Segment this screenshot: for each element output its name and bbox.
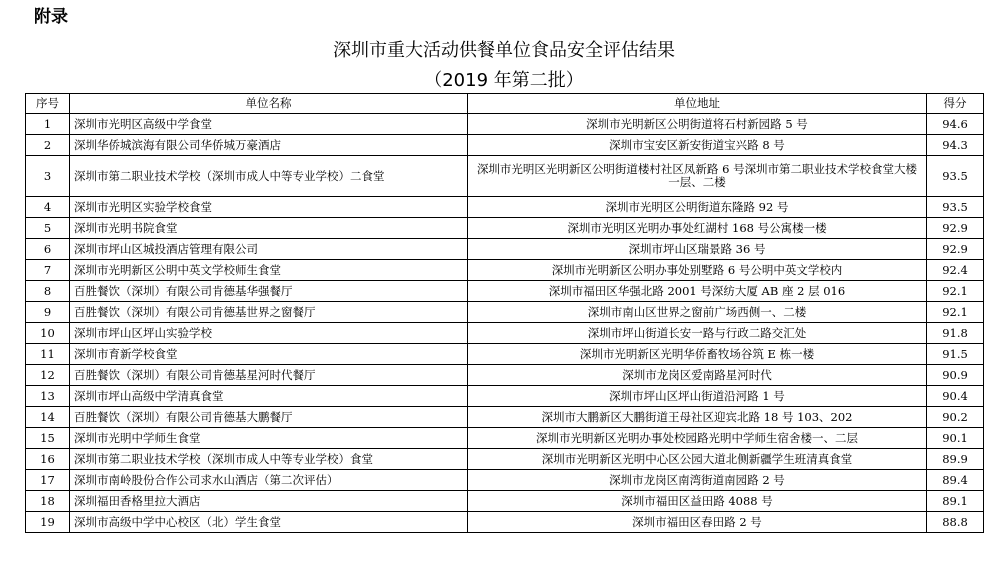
table-row xyxy=(26,344,984,365)
results-table xyxy=(25,93,984,533)
table-row xyxy=(26,218,984,239)
header-unit-name: 单位名称 xyxy=(70,94,468,114)
cell-score: 93.5 xyxy=(927,197,984,218)
cell-score: 94.6 xyxy=(927,114,984,135)
cell-unit-address: 深圳市光明新区光明办事处校园路光明中学师生宿舍楼一、二层 xyxy=(468,428,927,449)
cell-unit-address: 深圳市光明新区公明街道将石村新园路 5 号 xyxy=(468,114,927,135)
cell-unit-address: 深圳市光明区公明街道东隆路 92 号 xyxy=(468,197,927,218)
table-row xyxy=(26,428,984,449)
cell-number: 9 xyxy=(26,302,70,323)
cell-score: 92.9 xyxy=(927,239,984,260)
cell-unit-name: 深圳市光明书院食堂 xyxy=(70,218,468,239)
cell-number: 7 xyxy=(26,260,70,281)
document-subtitle: （2019 年第二批） xyxy=(424,70,584,91)
cell-unit-address: 深圳市光明新区光明中心区公园大道北侧新疆学生班清真食堂 xyxy=(468,449,927,470)
cell-score: 92.4 xyxy=(927,260,984,281)
header-number: 序号 xyxy=(26,94,70,114)
cell-score: 93.5 xyxy=(927,156,984,197)
cell-unit-name: 深圳市第二职业技术学校（深圳市成人中等专业学校）食堂 xyxy=(70,449,468,470)
cell-number: 13 xyxy=(26,386,70,407)
table-row xyxy=(26,386,984,407)
cell-unit-address: 深圳市光明新区光明华侨畜牧场谷筑 E 栋一楼 xyxy=(468,344,927,365)
cell-score: 92.1 xyxy=(927,302,984,323)
table-row xyxy=(26,135,984,156)
cell-unit-address: 深圳市南山区世界之窗前广场西侧一、二楼 xyxy=(468,302,927,323)
cell-number: 6 xyxy=(26,239,70,260)
cell-score: 91.8 xyxy=(927,323,984,344)
cell-unit-address: 深圳市福田区春田路 2 号 xyxy=(468,512,927,533)
cell-unit-address: 深圳市大鹏新区大鹏街道王母社区迎宾北路 18 号 103、202 xyxy=(468,407,927,428)
header-score: 得分 xyxy=(927,94,984,114)
cell-unit-name: 百胜餐饮（深圳）有限公司肯德基华强餐厅 xyxy=(70,281,468,302)
cell-unit-address: 深圳市坪山区坪山街道沿河路 1 号 xyxy=(468,386,927,407)
table-row xyxy=(26,302,984,323)
cell-unit-name: 深圳华侨城滨海有限公司华侨城万豪酒店 xyxy=(70,135,468,156)
table-row xyxy=(26,323,984,344)
cell-score: 94.3 xyxy=(927,135,984,156)
table-row xyxy=(26,197,984,218)
table-row xyxy=(26,156,984,197)
cell-unit-name: 深圳市光明中学师生食堂 xyxy=(70,428,468,449)
cell-number: 8 xyxy=(26,281,70,302)
cell-score: 91.5 xyxy=(927,344,984,365)
cell-unit-name: 深圳市南岭股份合作公司求水山酒店（第二次评估） xyxy=(70,470,468,491)
cell-score: 92.9 xyxy=(927,218,984,239)
table-row xyxy=(26,449,984,470)
cell-unit-address: 深圳市福田区益田路 4088 号 xyxy=(468,491,927,512)
cell-unit-address: 深圳市光明区光明新区公明街道楼村社区凤新路 6 号深圳市第二职业技术学校食堂大楼一层、二楼 xyxy=(468,156,927,197)
cell-score: 90.4 xyxy=(927,386,984,407)
cell-number: 11 xyxy=(26,344,70,365)
cell-score: 90.2 xyxy=(927,407,984,428)
cell-unit-name: 百胜餐饮（深圳）有限公司肯德基世界之窗餐厅 xyxy=(70,302,468,323)
table-header-row xyxy=(26,94,984,114)
cell-unit-name: 深圳市光明新区公明中英文学校师生食堂 xyxy=(70,260,468,281)
cell-number: 17 xyxy=(26,470,70,491)
cell-number: 10 xyxy=(26,323,70,344)
table-row xyxy=(26,239,984,260)
cell-score: 90.9 xyxy=(927,365,984,386)
cell-number: 3 xyxy=(26,156,70,197)
cell-unit-name: 深圳市坪山区坪山实验学校 xyxy=(70,323,468,344)
cell-score: 89.9 xyxy=(927,449,984,470)
table-row xyxy=(26,260,984,281)
table-row xyxy=(26,281,984,302)
cell-unit-name: 深圳市光明区高级中学食堂 xyxy=(70,114,468,135)
table-row xyxy=(26,512,984,533)
cell-score: 92.1 xyxy=(927,281,984,302)
table-row xyxy=(26,470,984,491)
table-body xyxy=(26,114,984,533)
cell-number: 14 xyxy=(26,407,70,428)
cell-number: 12 xyxy=(26,365,70,386)
cell-unit-name: 百胜餐饮（深圳）有限公司肯德基星河时代餐厅 xyxy=(70,365,468,386)
cell-unit-address: 深圳市坪山街道长安一路与行政二路交汇处 xyxy=(468,323,927,344)
cell-score: 89.1 xyxy=(927,491,984,512)
cell-unit-name: 深圳市光明区实验学校食堂 xyxy=(70,197,468,218)
cell-number: 2 xyxy=(26,135,70,156)
cell-unit-address: 深圳市龙岗区南湾街道南园路 2 号 xyxy=(468,470,927,491)
cell-number: 15 xyxy=(26,428,70,449)
cell-number: 19 xyxy=(26,512,70,533)
cell-unit-name: 深圳福田香格里拉大酒店 xyxy=(70,491,468,512)
cell-unit-address: 深圳市坪山区瑞景路 36 号 xyxy=(468,239,927,260)
table-row xyxy=(26,365,984,386)
table-row xyxy=(26,407,984,428)
cell-unit-name: 深圳市高级中学中心校区（北）学生食堂 xyxy=(70,512,468,533)
cell-number: 16 xyxy=(26,449,70,470)
appendix-label: 附录 xyxy=(34,7,68,27)
cell-unit-name: 百胜餐饮（深圳）有限公司肯德基大鹏餐厅 xyxy=(70,407,468,428)
cell-unit-name: 深圳市坪山区城投酒店管理有限公司 xyxy=(70,239,468,260)
cell-unit-name: 深圳市坪山高级中学清真食堂 xyxy=(70,386,468,407)
cell-score: 88.8 xyxy=(927,512,984,533)
document-title: 深圳市重大活动供餐单位食品安全评估结果 xyxy=(333,40,675,61)
header-unit-address: 单位地址 xyxy=(468,94,927,114)
table-row xyxy=(26,491,984,512)
cell-number: 5 xyxy=(26,218,70,239)
cell-number: 1 xyxy=(26,114,70,135)
cell-unit-name: 深圳市第二职业技术学校（深圳市成人中等专业学校）二食堂 xyxy=(70,156,468,197)
cell-unit-address: 深圳市龙岗区爱南路星河时代 xyxy=(468,365,927,386)
cell-unit-address: 深圳市光明区光明办事处红湖村 168 号公寓楼一楼 xyxy=(468,218,927,239)
cell-number: 18 xyxy=(26,491,70,512)
cell-unit-address: 深圳市光明新区公明办事处别墅路 6 号公明中英文学校内 xyxy=(468,260,927,281)
table-row xyxy=(26,114,984,135)
cell-unit-address: 深圳市福田区华强北路 2001 号深纺大厦 AB 座 2 层 016 xyxy=(468,281,927,302)
cell-unit-name: 深圳市育新学校食堂 xyxy=(70,344,468,365)
cell-unit-address: 深圳市宝安区新安街道宝兴路 8 号 xyxy=(468,135,927,156)
cell-score: 90.1 xyxy=(927,428,984,449)
cell-score: 89.4 xyxy=(927,470,984,491)
cell-number: 4 xyxy=(26,197,70,218)
